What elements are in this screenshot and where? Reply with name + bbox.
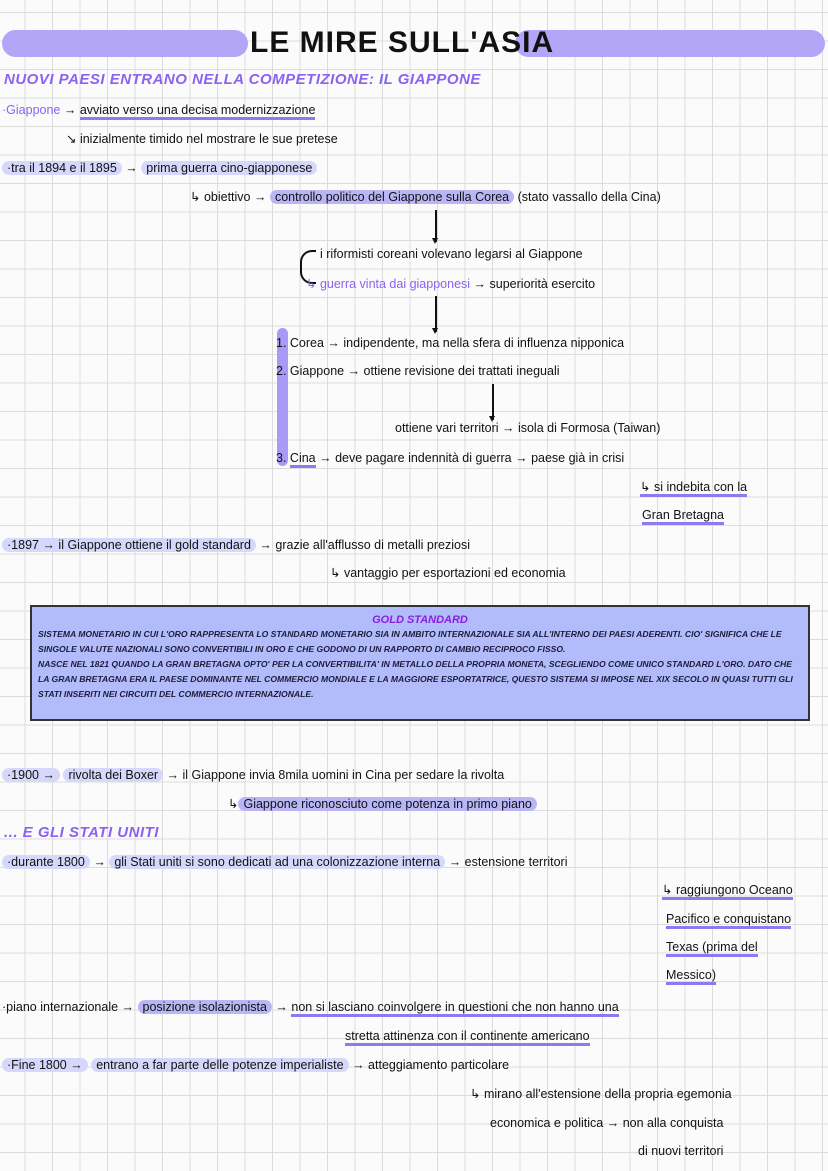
section-heading-usa: ... E GLI STATI UNITI	[4, 824, 159, 841]
note-line: ↳ mirano all'estensione della propria egemonia	[470, 1087, 732, 1101]
page-title: LE MIRE SULL'ASIA	[250, 26, 555, 59]
note-line: ↳ raggiungono Oceano	[662, 881, 793, 899]
title-pill-right	[515, 30, 825, 57]
note-line: i riformisti coreani volevano legarsi al Giappone	[320, 247, 583, 261]
box-paragraph: SISTEMA MONETARIO IN CUI L'ORO RAPPRESENTA LO STANDARD MONETARIO SIA IN AMBITO INTERNAZIONALE SIA ALL'INTERNO DEI PAESI ADERENTI. CIO' SIGNIFICA CHE LE SINGOLE VALUTE NAZIONALI SONO CONVERTIBILI IN ORO E CHE GODONO DI UN RAPPORTO DI CAMBIO RECIPROCO FISSO.	[38, 629, 782, 654]
arrow-down-icon	[435, 296, 437, 332]
note-line: di nuovi territori	[638, 1144, 724, 1158]
note-line: ↘ inizialmente timido nel mostrare le sue pretese	[66, 132, 338, 146]
note-line: Messico)	[666, 966, 716, 984]
note-line: ·piano internazionale → posizione isolazionista → non si lasciano coinvolgere in questioni che non hanno una	[2, 998, 619, 1016]
note-line: ·Fine 1800 → entrano a far parte delle potenze imperialiste → atteggiamento particolare	[2, 1056, 509, 1074]
note-line: ↳ obiettivo → controllo politico del Giappone sulla Corea (stato vassallo della Cina)	[190, 190, 661, 204]
note-line: 1. Corea → indipendente, ma nella sfera di influenza nipponica	[276, 336, 625, 350]
note-line: ↳ Giappone riconosciuto come potenza in primo piano	[228, 795, 537, 813]
note-line: ottiene vari territori → isola di Formosa (Taiwan)	[395, 421, 661, 435]
note-line: ·tra il 1894 e il 1895 → prima guerra cino-giapponese	[2, 159, 317, 177]
arrow-down-icon	[435, 210, 437, 242]
box-paragraph: NASCE NEL 1821 QUANDO LA GRAN BRETAGNA OPTO' PER LA CONVERTIBILITA' IN METALLO DELLA PROPRIA MONETA, SCEGLIENDO COME UNICO STANDARD L'ORO. DATO CHE LA GRAN BRETAGNA ERA IL PAESE DOMINANTE NEL COMMERCIO MONDIALE E LA MAGGIORE ESPORTATRICE, QUESTO SISTEMA SI IMPOSE NEL XIX SECOLO IN QUASI TUTTI GLI STATI INSERITI NEI CIRCUITI DEL COMMERCIO INTERNAZIONALE.	[38, 659, 793, 699]
note-line: 2. Giappone → ottiene revisione dei trattati ineguali	[276, 364, 560, 378]
title-pill-left	[2, 30, 248, 57]
arrow-down-icon	[492, 384, 494, 420]
section-heading-giappone: NUOVI PAESI ENTRANO NELLA COMPETIZIONE: IL GIAPPONE	[4, 71, 481, 88]
note-line: ↳ guerra vinta dai giapponesi → superiorità esercito	[306, 277, 596, 291]
note-line: ·Giappone → avviato verso una decisa modernizzazione	[2, 101, 315, 119]
note-line: ↳ si indebita con la	[640, 478, 747, 496]
note-line: ↳ vantaggio per esportazioni ed economia	[330, 566, 566, 580]
note-line: Gran Bretagna	[642, 506, 724, 524]
gold-standard-box	[30, 605, 810, 721]
box-title: GOLD STANDARD	[372, 614, 468, 626]
note-line: 3. Cina → deve pagare indennità di guerra → paese già in crisi	[276, 449, 624, 467]
note-line: ·durante 1800 → gli Stati uniti si sono dedicati ad una colonizzazione interna → estensione territori	[2, 853, 568, 871]
note-line: Texas (prima del	[666, 938, 758, 956]
note-line: ·1900 → rivolta dei Boxer → il Giappone invia 8mila uomini in Cina per sedare la rivolta	[2, 766, 504, 784]
note-line: ·1897 → il Giappone ottiene il gold standard → grazie all'afflusso di metalli preziosi	[2, 536, 470, 554]
note-line: economica e politica → non alla conquista	[490, 1116, 724, 1130]
note-line: stretta attinenza con il continente americano	[345, 1027, 590, 1045]
note-line: Pacifico e conquistano	[666, 910, 791, 928]
